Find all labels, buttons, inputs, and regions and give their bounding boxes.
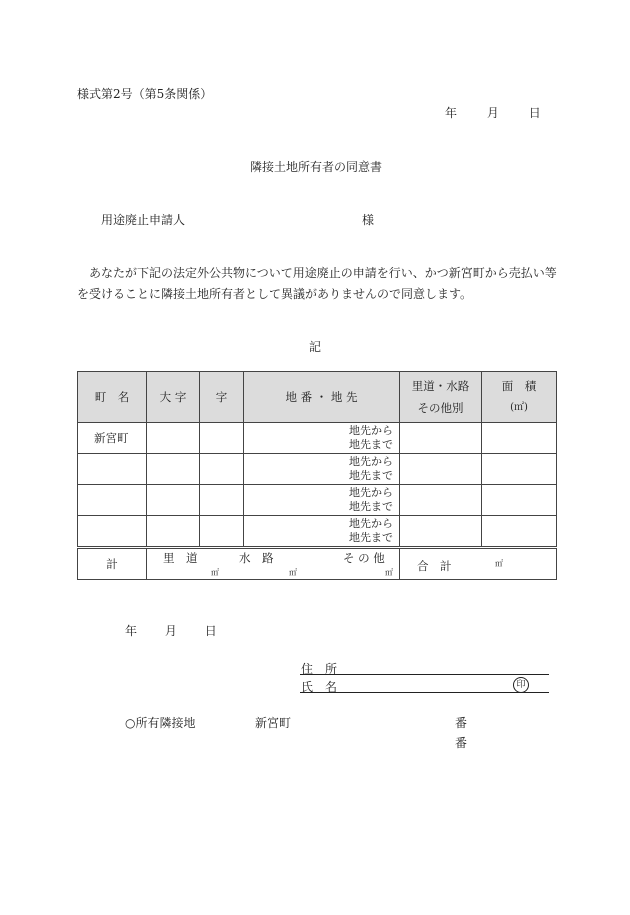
adjacent-town: 新宮町 (255, 716, 292, 730)
lot-from: 地先から (349, 455, 393, 468)
lot-to: 地先まで (349, 500, 393, 513)
total-row (78, 548, 557, 580)
table-row (78, 485, 557, 516)
cell-lot[interactable] (244, 454, 400, 485)
name-underline[interactable] (300, 692, 549, 693)
total-label: 計 (78, 548, 147, 580)
sign-date-day: 日 (204, 624, 217, 638)
name-label: 氏 名 (301, 680, 338, 694)
header-type-line-1: 里道・水路 (411, 379, 470, 393)
adjacent-ban-1: 番 (455, 716, 468, 730)
address-label: 住 所 (301, 662, 338, 676)
honorific: 様 (362, 213, 375, 227)
header-date-year: 年 (445, 106, 458, 120)
table-row (78, 516, 557, 548)
total-sonota-label: そ の 他 (343, 551, 385, 565)
cell-oaza[interactable] (147, 516, 200, 548)
seal-icon: 印 (513, 677, 529, 693)
adjacent-land-label: ○所有隣接地 (125, 716, 196, 730)
address-underline[interactable] (300, 674, 549, 675)
body-text-line-2: を受けることに隣接土地所有者として異議がありませんので同意します。 (77, 287, 473, 301)
header-date (445, 104, 541, 121)
cell-oaza[interactable] (147, 454, 200, 485)
header-oaza: 大 字 (147, 372, 200, 423)
cell-area[interactable] (482, 485, 557, 516)
header-lot: 地 番 ・ 地 先 (244, 372, 400, 423)
header-type (400, 372, 482, 423)
table-row (78, 454, 557, 485)
document-title: 隣接土地所有者の同意書 (250, 160, 383, 174)
cell-type[interactable] (400, 454, 482, 485)
header-type-line-2: その他別 (417, 401, 464, 415)
cell-town[interactable] (78, 516, 147, 548)
total-satomichi-unit: ㎡ (211, 568, 219, 577)
cell-lot[interactable] (244, 423, 400, 454)
lot-to: 地先まで (349, 438, 393, 451)
header-date-day: 日 (528, 106, 541, 120)
total-satomichi-label: 里 道 (163, 551, 198, 565)
cell-lot[interactable] (244, 516, 400, 548)
header-date-month: 月 (486, 106, 499, 120)
cell-area[interactable] (482, 516, 557, 548)
table-row (78, 423, 557, 454)
grand-total-unit: ㎡ (495, 559, 503, 568)
total-breakdown[interactable] (147, 548, 400, 580)
lot-to: 地先まで (349, 531, 393, 544)
sign-date-year: 年 (125, 624, 138, 638)
adjacent-ban-2: 番 (455, 736, 468, 750)
cell-area[interactable] (482, 454, 557, 485)
cell-type[interactable] (400, 516, 482, 548)
lot-from: 地先から (349, 486, 393, 499)
applicant-label: 用途廃止申請人 (101, 213, 186, 227)
land-table (77, 371, 557, 580)
cell-aza[interactable] (200, 485, 244, 516)
header-town: 町 名 (78, 372, 147, 423)
cell-aza[interactable] (200, 423, 244, 454)
total-suiro-label: 水 路 (239, 551, 274, 565)
cell-town[interactable] (78, 454, 147, 485)
cell-area[interactable] (482, 423, 557, 454)
cell-lot[interactable] (244, 485, 400, 516)
cell-town[interactable] (78, 485, 147, 516)
header-area-line-1: 面 積 (501, 379, 537, 393)
cell-aza[interactable] (200, 454, 244, 485)
total-sonota-unit: ㎡ (385, 568, 393, 577)
lot-from: 地先から (349, 517, 393, 530)
cell-type[interactable] (400, 423, 482, 454)
sign-date (125, 622, 217, 639)
lot-from: 地先から (349, 424, 393, 437)
header-area (482, 372, 557, 423)
sign-date-month: 月 (164, 624, 177, 638)
total-suiro-unit: ㎡ (289, 568, 297, 577)
lot-to: 地先まで (349, 469, 393, 482)
ki-heading: 記 (309, 340, 322, 354)
grand-total[interactable] (400, 548, 557, 580)
table-header-row (78, 372, 557, 423)
cell-oaza[interactable] (147, 423, 200, 454)
body-text-line-1: あなたが下記の法定外公共物について用途廃止の申請を行い、かつ新宮町から売払い等 (89, 266, 557, 280)
header-aza: 字 (200, 372, 244, 423)
cell-town[interactable]: 新宮町 (78, 423, 147, 454)
cell-oaza[interactable] (147, 485, 200, 516)
grand-total-label: 合 計 (417, 559, 452, 573)
header-area-line-2: (㎡) (510, 402, 528, 413)
cell-aza[interactable] (200, 516, 244, 548)
cell-type[interactable] (400, 485, 482, 516)
form-number: 様式第2号（第5条関係） (77, 87, 213, 101)
